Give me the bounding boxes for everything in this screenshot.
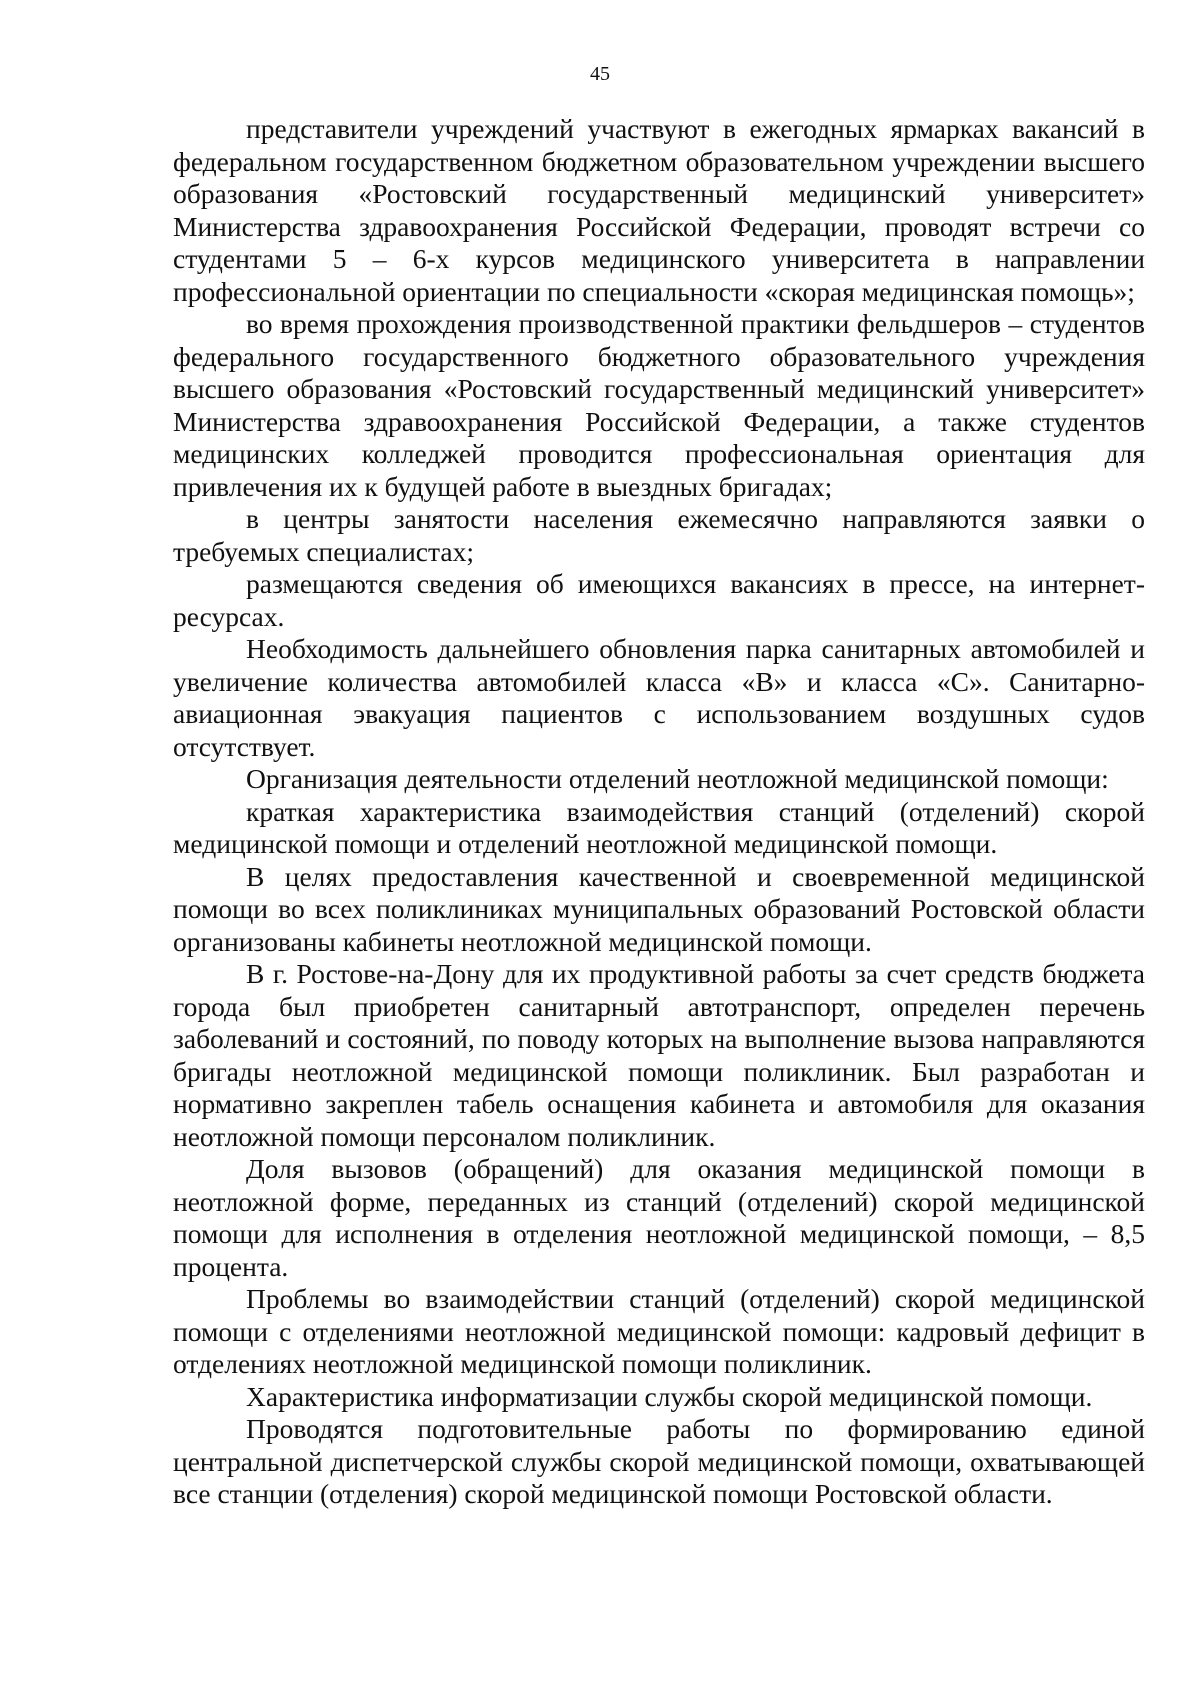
- paragraph-urgent-care-organization: Организация деятельности отделений неотложной медицинской помощи:: [246, 763, 1109, 794]
- paragraph-dispatch-service: Проводятся подготовительные работы по формированию единой центральной диспетчерской службы скорой медицинской помощи, охватывающей все станции (отделения) скорой медицинской помощи Ростовской области.: [173, 1413, 1145, 1509]
- paragraph-informatization-heading: Характеристика информатизации службы скорой медицинской помощи.: [246, 1380, 1093, 1412]
- paragraph-call-share: Доля вызовов (обращений) для оказания медицинской помощи в неотложной форме, переданных из станций (отделений) скорой медицинской помощи для исполнения в отделения неотложной медицинской помощи, – 8,5 процента.: [173, 1153, 1145, 1282]
- paragraph-urgent-care-offices: В целях предоставления качественной и своевременной медицинской помощи во всех поликлиниках муниципальных образований Ростовской области организованы кабинеты неотложной медицинской помощи.: [173, 860, 1145, 957]
- paragraph-vacancy-postings: размещаются сведения об имеющихся вакансиях в прессе, на интернет-ресурсах.: [173, 568, 1145, 632]
- paragraph-job-fairs: представители учреждений участвуют в ежегодных ярмарках вакансий в федеральном государственном бюджетном образовательном учреждении высшего образования «Ростовский государственный медицинский университет» Министерства здравоохранения Российской Федерации, проводят встречи со студентами 5 – 6-х курсов медицинского университета в направлении профессиональной ориентации по специальности «скорая медицинская помощь»;: [173, 113, 1145, 307]
- paragraph-employment-centers: в центры занятости населения ежемесячно направляются заявки о требуемых специалистах;: [173, 503, 1145, 567]
- paragraph-interaction-summary: краткая характеристика взаимодействия станций (отделений) скорой медицинской помощи и отделений неотложной медицинской помощи.: [173, 795, 1145, 859]
- paragraph-vehicle-fleet: Необходимость дальнейшего обновления парка санитарных автомобилей и увеличение количества автомобилей класса «В» и класса «С». Санитарно-авиационная эвакуация пациентов с использованием воздушных судов отсутствует.: [173, 633, 1145, 762]
- page-number: 45: [590, 63, 610, 85]
- paragraph-rostov-on-don: В г. Ростове-на-Дону для их продуктивной работы за счет средств бюджета города был приобретен санитарный автотранспорт, определен перечень заболеваний и состояний, по поводу которых на выполнение вызова направляются бригады неотложной медицинской помощи поликлиник. Был разработан и нормативно закреплен табель оснащения кабинета и автомобиля для оказания неотложной помощи персоналом поликлиник.: [173, 958, 1145, 1152]
- document-body: [173, 113, 1145, 1511]
- paragraph-interaction-problems: Проблемы во взаимодействии станций (отделений) скорой медицинской помощи с отделениями неотложной медицинской помощи: кадровый дефицит в отделениях неотложной медицинской помощи поликлиник.: [173, 1283, 1145, 1379]
- paragraph-paramedic-practice: во время прохождения производственной практики фельдшеров – студентов федерального государственного бюджетного образовательного учреждения высшего образования «Ростовский государственный медицинский университет» Министерства здравоохранения Российской Федерации, а также студентов медицинских колледжей проводится профессиональная ориентация для привлечения их к будущей работе в выездных бригадах;: [173, 308, 1145, 502]
